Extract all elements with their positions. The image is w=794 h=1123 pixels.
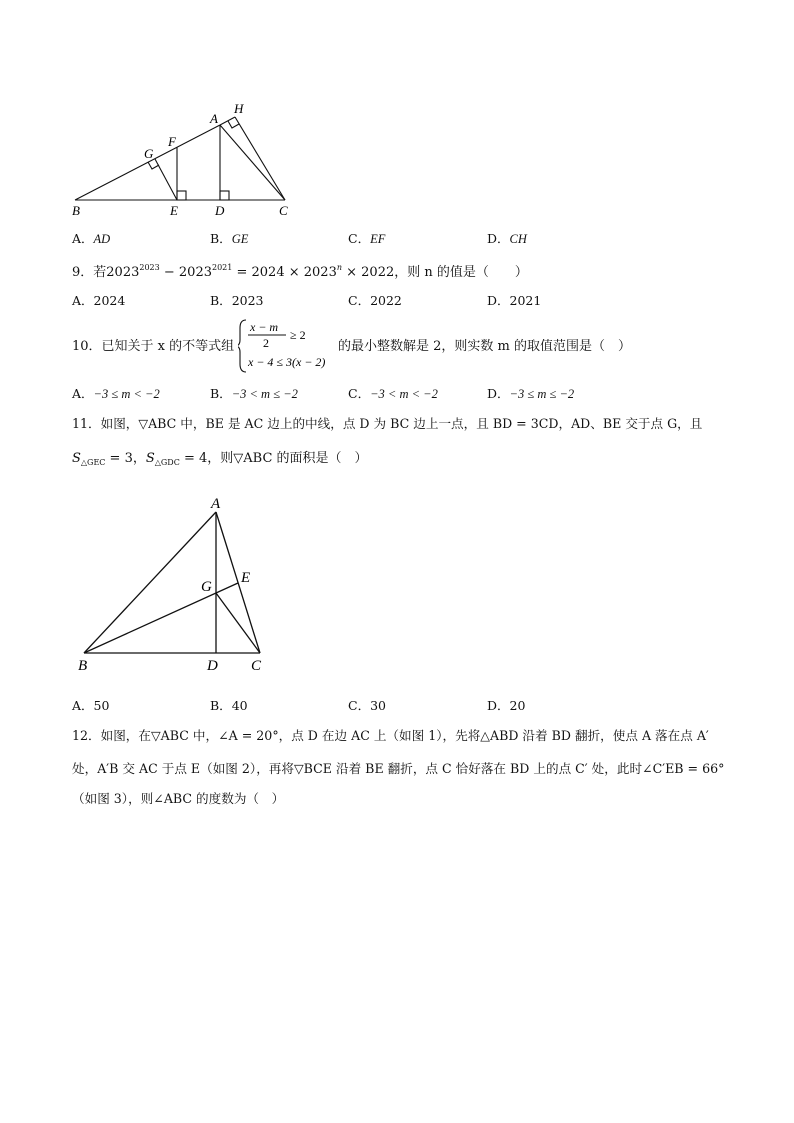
q10-inequality-system <box>238 318 338 374</box>
fig1-label-H: H <box>234 101 244 116</box>
q9-option-c[interactable]: C．2022 <box>348 293 402 308</box>
q10-option-b[interactable]: B．−3 < m ≤ −2 <box>210 386 298 401</box>
q10-ineq1-numerator: x − m <box>250 320 279 334</box>
figure-2 <box>70 490 280 675</box>
q8-option-b[interactable]: B．GE <box>210 231 249 246</box>
q9-option-b[interactable]: B．2023 <box>210 293 264 308</box>
fig1-label-D: D <box>215 203 225 218</box>
q10-ineq1-relation: ≥ 2 <box>290 328 306 342</box>
q10-option-d[interactable]: D．−3 ≤ m ≤ −2 <box>487 386 575 401</box>
fig2-label-C: C <box>251 658 262 674</box>
q8-option-c[interactable]: C．EF <box>348 231 386 246</box>
q8-option-a[interactable]: A．AD <box>72 231 111 246</box>
fig2-label-B: B <box>78 658 88 674</box>
q12-line3: （如图 3），则∠ABC 的度数为（ ） <box>72 791 285 806</box>
q9-option-d[interactable]: D．2021 <box>487 293 542 308</box>
fig1-label-C: C <box>279 203 288 218</box>
q12-line2: 处，A′B 交 AC 于点 E（如图 2），再将▽BCE 沿着 BE 翻折，点 C 恰好落在 BD 上的点 C′ 处，此时∠C′EB = 66° <box>72 761 725 776</box>
q11-line2: $S_{\triangle GEC} = 3$，$S_{\triangle GDC} = 4$，则▽ABC 的面积是（ ） <box>72 451 368 467</box>
fig1-label-A: A <box>210 111 218 126</box>
fig2-label-D: D <box>207 658 218 674</box>
fig1-label-E: E <box>170 203 178 218</box>
fig1-label-F: F <box>168 134 176 149</box>
q10-option-a[interactable]: A．−3 ≤ m < −2 <box>72 386 160 401</box>
fig1-label-G: G <box>144 146 154 161</box>
q11-option-a[interactable]: A．50 <box>72 698 110 713</box>
q10-ineq2: x − 4 ≤ 3(x − 2) <box>248 355 326 369</box>
fig2-label-E: E <box>241 570 251 586</box>
q10-option-c[interactable]: C．−3 < m < −2 <box>348 386 438 401</box>
q9-option-a[interactable]: A．2024 <box>72 293 126 308</box>
q10-suffix: 的最小整数解是 2，则实数 m 的取值范围是（ ） <box>338 339 631 354</box>
fig1-label-B: B <box>72 203 80 218</box>
q11-option-c[interactable]: C．30 <box>348 698 386 713</box>
fig2-label-G: G <box>201 579 212 595</box>
figure-1 <box>60 95 310 220</box>
q10-ineq1-denominator: 2 <box>263 336 269 350</box>
q11-line1: 11．如图，▽ABC 中，BE 是 AC 边上的中线，点 D 为 BC 边上一点，且 BD = 3CD，AD、BE 交于点 G，且 <box>72 416 703 431</box>
q9-question: 9．若$2023^{2023} - 2023^{2021} = 2024 \times 2023^n \times 2022$，则 n 的值是（ ） <box>72 263 528 280</box>
q12-line1: 12．如图，在▽ABC 中，∠A = 20°，点 D 在边 AC 上（如图 1），先将△ABD 沿着 BD 翻折，使点 A 落在点 A′ <box>72 728 709 743</box>
q8-option-d[interactable]: D．CH <box>487 231 527 246</box>
q11-option-b[interactable]: B．40 <box>210 698 248 713</box>
fig2-label-A: A <box>211 496 221 512</box>
q10-prefix: 10．已知关于 x 的不等式组 <box>72 339 235 354</box>
q11-option-d[interactable]: D．20 <box>487 698 526 713</box>
